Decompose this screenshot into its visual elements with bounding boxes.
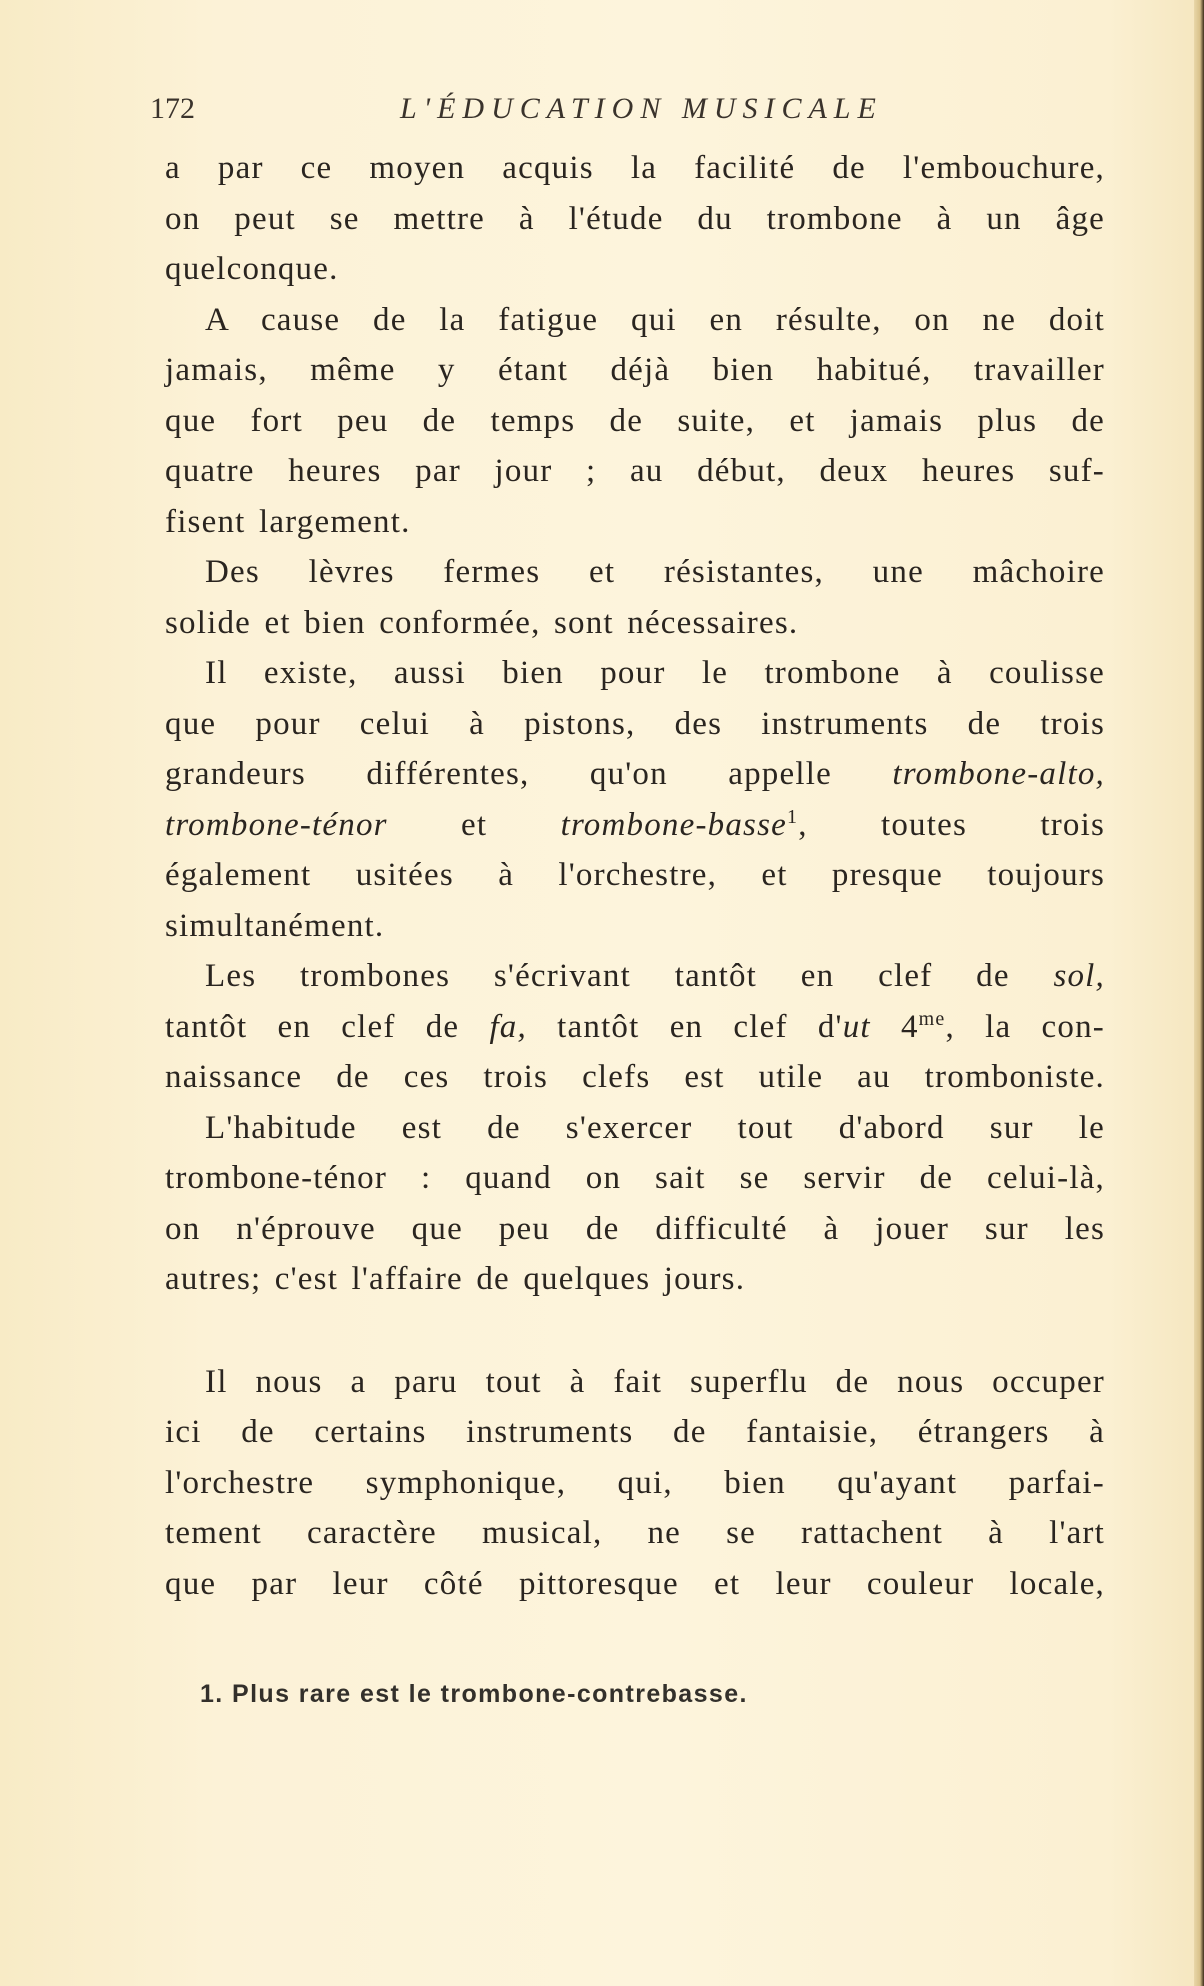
text-line: ici de certains instruments de fantaisie, étrangers à — [165, 1414, 1105, 1450]
text-line: solide et bien conformée, sont nécessaires. — [165, 604, 799, 641]
superscript: me — [918, 1007, 946, 1030]
footnote-marker: 1 — [786, 805, 799, 828]
text-line: quatre heures par jour ; au début, deux heures suf- — [165, 453, 1105, 489]
text-line: quelconque. — [165, 251, 339, 287]
text-line: l'orchestre symphonique, qui, bien qu'ayant parfai- — [165, 1464, 1105, 1501]
text-line: jamais, même y étant déjà bien habitué, travailler — [165, 352, 1105, 388]
text-line: que fort peu de temps de suite, et jamais plus de — [165, 402, 1105, 439]
text-line: a par ce moyen acquis la facilité de l'embouchure, — [165, 150, 1105, 186]
running-title: L'ÉDUCATION MUSICALE — [400, 92, 883, 125]
page-header — [150, 92, 1110, 132]
text-line: L'habitude est de s'exercer tout d'abord sur le — [205, 1109, 1105, 1146]
text-run: tantôt en clef d' — [526, 1008, 843, 1045]
text-run: grandeurs différentes, qu'on appelle — [165, 756, 893, 792]
section-gap — [165, 1305, 1105, 1357]
italic-term: trombone-basse — [560, 806, 787, 843]
text-line: on n'éprouve que peu de difficulté à jouer sur les — [165, 1210, 1105, 1247]
text-line: Des lèvres fermes et résistantes, une mâchoire — [205, 554, 1105, 590]
text-run: Les trombones s'écrivant tantôt en clef de — [205, 958, 1054, 994]
text-line: autres; c'est l'affaire de quelques jours. — [165, 1261, 746, 1297]
text-line: que pour celui à pistons, des instruments de trois — [165, 705, 1105, 742]
text-line: que par leur côté pittoresque et leur couleur locale, — [165, 1565, 1105, 1602]
text-run: tantôt en clef de — [165, 1008, 490, 1045]
text-line: simultanément. — [165, 907, 385, 944]
text-line — [165, 749, 1105, 800]
body-text — [165, 143, 1105, 1609]
text-run: , toutes trois — [798, 806, 1105, 843]
page-number: 172 — [150, 92, 195, 125]
text-run: , la con- — [945, 1008, 1105, 1045]
text-line: tement caractère musical, ne se rattachent à l'art — [165, 1515, 1105, 1551]
text-line: Il existe, aussi bien pour le trombone à coulisse — [205, 655, 1105, 691]
text-line: fisent largement. — [165, 503, 411, 540]
italic-term: sol, — [1053, 958, 1105, 994]
italic-term: fa, — [489, 1008, 527, 1045]
footnote: 1. Plus rare est le trombone-contrebasse. — [200, 1680, 748, 1708]
text-line — [165, 951, 1105, 1002]
text-line: naissance de ces trois clefs est utile au tromboniste. — [165, 1059, 1105, 1095]
page-edge — [1194, 0, 1204, 1986]
text-line: Il nous a paru tout à fait superflu de nous occuper — [205, 1363, 1105, 1400]
italic-term: trombone-alto, — [892, 756, 1105, 792]
italic-term: ut — [842, 1008, 871, 1045]
text-line: on peut se mettre à l'étude du trombone à un âge — [165, 200, 1105, 237]
text-line — [165, 800, 1105, 851]
text-line: A cause de la fatigue qui en résulte, on ne doit — [205, 301, 1105, 338]
text-run: et — [387, 806, 561, 843]
text-line: trombone-ténor : quand on sait se servir de celui-là, — [165, 1160, 1105, 1196]
text-line — [165, 1002, 1105, 1053]
text-line: également usitées à l'orchestre, et presque toujours — [165, 857, 1105, 893]
italic-term: trombone-ténor — [165, 806, 388, 843]
text-run: 4 — [870, 1008, 919, 1045]
